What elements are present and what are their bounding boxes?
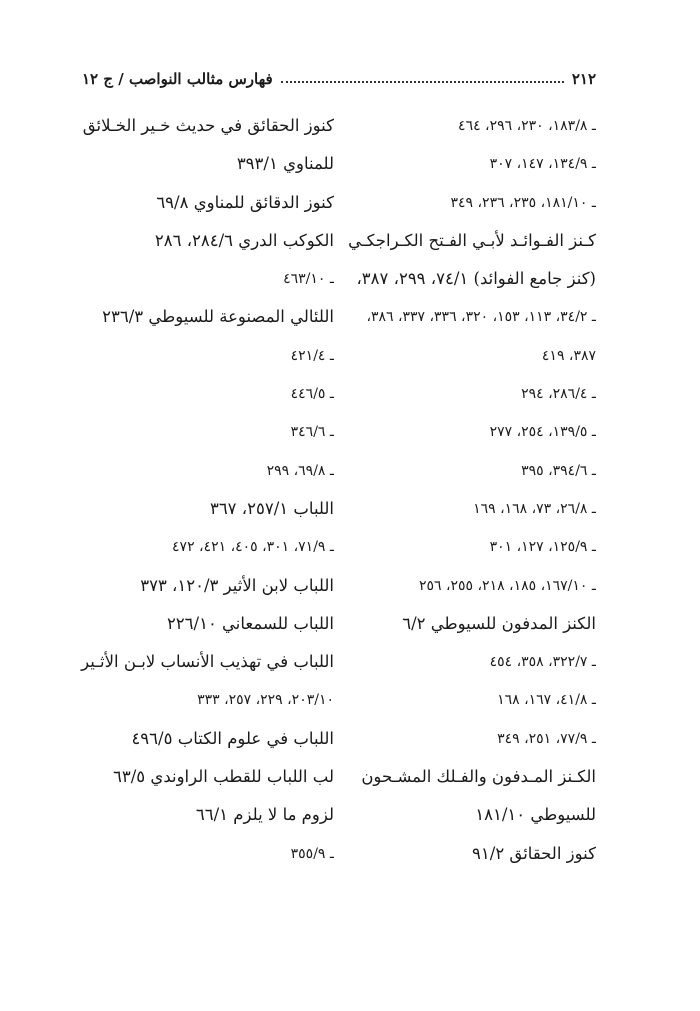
- index-entry: ـ ٣٢٢/٧، ٣٥٨، ٤٥٤: [489, 654, 596, 671]
- index-column-left: [74, 112, 334, 878]
- index-entry: اللباب ٢٥٧/١، ٣٦٧: [209, 498, 334, 518]
- index-column-right: [344, 112, 596, 878]
- index-entry: ـ ٧٧/٩، ٢٥١، ٣٤٩: [497, 730, 596, 747]
- index-entry: اللئالي المصنوعة للسيوطي ٢٣٦/٣: [102, 307, 334, 327]
- index-entry: اللباب للسمعاني ٢٢٦/١٠: [166, 613, 334, 633]
- index-entry: ـ ١٣٤/٩، ١٤٧، ٣٠٧: [489, 156, 596, 173]
- index-entry: ٣٨٧، ٤١٩: [541, 347, 596, 364]
- index-entry: ـ ٧١/٩، ٣٠١، ٤٠٥، ٤٢١، ٤٧٢: [172, 539, 334, 556]
- index-entry: كنوز الحقائق في حديث خـير الخـلائق: [82, 116, 334, 135]
- index-entry: ـ ٢٨٦/٤، ٢٩٤: [521, 386, 596, 403]
- index-entry: الكنز المدفون للسيوطي ٦/٢: [402, 613, 596, 633]
- index-entry: الكـنز المـدفون والفـلك المشـحون: [361, 767, 596, 787]
- index-entry: اللباب لابن الأثير ١٢٠/٣، ٣٧٣: [140, 575, 334, 595]
- index-entry: (كنز جامع الفوائد) ٧٤/١، ٢٩٩، ٣٨٧،: [356, 269, 596, 289]
- index-entry: ـ ٢٦/٨، ٧٣، ١٦٨، ١٦٩: [473, 500, 596, 517]
- index-entry: ـ ٣٤/٢، ١١٣، ١٥٣، ٣٢٠، ٣٣٦، ٣٣٧، ٣٨٦،: [366, 309, 596, 326]
- index-entry: ـ ١٨١/١٠، ٢٣٥، ٢٣٦، ٣٤٩: [450, 194, 596, 211]
- index-entry: ـ ٦٩/٨، ٢٩٩: [266, 462, 334, 479]
- index-entry: ـ ١٣٩/٥، ٢٥٤، ٢٧٧: [489, 424, 596, 441]
- index-entry: اللباب في تهذيب الأنساب لابـن الأثـير: [81, 652, 334, 672]
- index-entry: ـ ٣٩٤/٦، ٣٩٥: [521, 462, 596, 479]
- dotted-leader: [281, 81, 564, 83]
- running-title: فهارس مثالب النواصب / ج ١٢: [82, 70, 273, 88]
- index-entry: كنوز الحقائق ٩١/٢: [472, 843, 596, 863]
- index-entry: كـنز الفـوائـد لأبـي الفـتح الكـراجكـي: [348, 230, 596, 250]
- index-entry: ـ ١٨٣/٨، ٢٣٠، ٢٩٦، ٤٦٤: [458, 118, 596, 134]
- index-entry: ٢٠٣/١٠، ٢٢٩، ٢٥٧، ٣٣٣: [197, 692, 334, 709]
- index-entry: ـ ١٢٥/٩، ١٢٧، ٣٠١: [489, 539, 596, 556]
- index-entry: لب اللباب للقطب الراوندي ٦٣/٥: [113, 767, 334, 787]
- index-entry: ـ ٤٢١/٤: [290, 347, 334, 364]
- page-header: [82, 62, 596, 88]
- page-number: ٢١٢: [571, 70, 596, 88]
- index-entry: اللباب في علوم الكتاب ٤٩٦/٥: [131, 728, 334, 748]
- index-entry: للسيوطي ١٨١/١٠: [475, 805, 596, 825]
- index-entry: ـ ٣٤٦/٦: [290, 424, 334, 441]
- index-entry: ـ ٤١/٨، ١٦٧، ١٦٨: [497, 692, 596, 709]
- index-entry: ـ ٣٥٥/٩: [290, 845, 334, 862]
- index-entry: ـ ١٦٧/١٠، ١٨٥، ٢١٨، ٢٥٥، ٢٥٦: [418, 577, 596, 594]
- index-entry: ـ ٤٤٦/٥: [290, 386, 334, 403]
- index-entry: ـ ٤٦٣/١٠: [283, 271, 334, 288]
- index-entry: كنوز الدقائق للمناوي ٦٩/٨: [156, 192, 334, 212]
- index-entry: الكوكب الدري ٢٨٤/٦، ٢٨٦: [154, 230, 334, 250]
- index-entry: للمناوي ٣٩٣/١: [236, 154, 334, 174]
- index-entry: لزوم ما لا يلزم ٦٦/١: [195, 805, 334, 825]
